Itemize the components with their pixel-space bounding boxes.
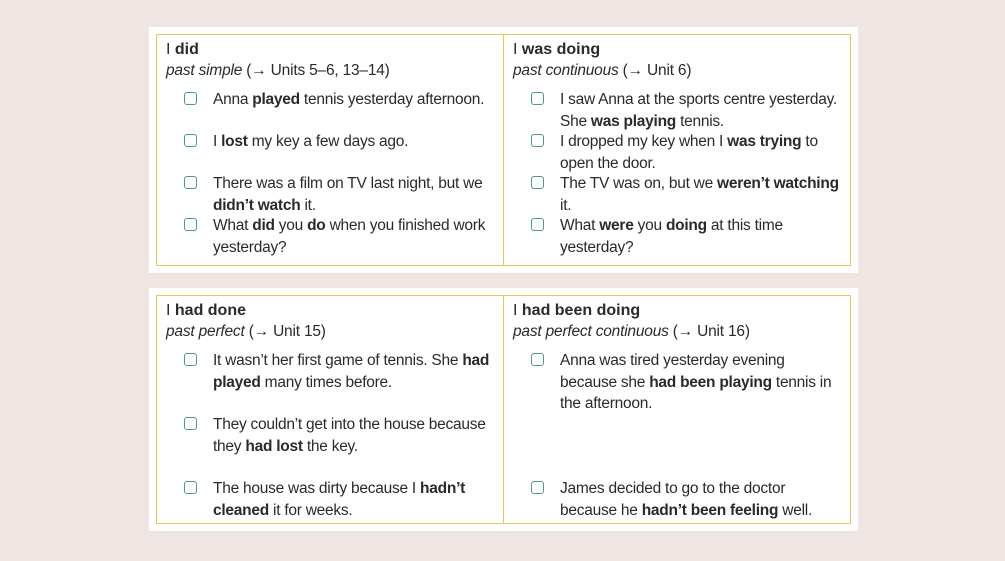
sentence-fragment: the key. [302,437,358,455]
sentence-fragment: it. [560,196,572,214]
highlighted-verb: lost [221,133,248,150]
example-text [560,91,837,130]
unit-reference: (→ Units 5–6, 13–14) [242,62,390,79]
checkbox-icon[interactable] [184,134,197,147]
highlighted-verb: had lost [245,437,303,455]
example-item [166,131,495,153]
unit-reference: (→ Unit 15) [244,323,326,340]
sentence-fragment: well. [778,501,813,519]
example-item [166,89,495,111]
title-bold: did [174,41,199,58]
panel-past-simple-continuous [149,27,858,273]
table-grid [156,295,851,524]
highlighted-verb: had been playing [649,373,772,391]
column-past-perfect [157,296,503,523]
section-title [513,39,842,60]
section-title [166,39,495,60]
example-item [166,350,495,393]
sentence-fragment: you [633,217,666,234]
example-item [166,478,495,521]
section-subtitle [513,60,842,81]
sentence-fragment: many times before. [260,373,392,391]
sentence-fragment: It wasn’t her first game of tennis. She [213,352,463,369]
example-text [213,480,465,519]
sentence-fragment: The house was dirty because I [213,480,421,497]
sentence-fragment: at this time yesterday? [560,217,783,256]
checkbox-icon[interactable] [531,218,544,231]
sentence-fragment: you [274,217,308,234]
section-title [513,300,842,321]
sentence-fragment: Anna [213,91,253,108]
title-text: I [513,41,522,58]
example-text [213,352,489,391]
example-text [213,133,408,150]
checkbox-icon[interactable] [184,218,197,231]
sentence-fragment: The TV was on, but we [560,175,718,192]
section-title [166,300,495,321]
highlighted-verb: doing [665,217,707,234]
highlighted-verb: was playing [590,112,677,130]
checkbox-icon[interactable] [184,92,197,105]
sentence-fragment: James decided to go to the doctor because he [560,480,786,519]
example-text [560,352,831,412]
example-item [166,173,495,216]
tense-name: past perfect [166,323,245,340]
example-item [513,350,842,415]
sentence-fragment: I dropped my key when I [560,133,728,150]
section-subtitle [166,321,495,342]
example-text [213,416,486,455]
checkbox-icon[interactable] [184,417,197,430]
example-text [213,91,484,108]
checkbox-icon[interactable] [531,353,544,366]
section-subtitle [166,60,495,81]
checkbox-icon[interactable] [531,176,544,189]
highlighted-verb: weren’t watching [717,175,839,192]
unit-reference: (→ Unit 6) [618,62,692,79]
checkbox-icon[interactable] [184,353,197,366]
sentence-fragment: tennis yesterday afternoon. [299,91,485,108]
highlighted-verb: played [252,91,300,108]
column-past-simple [157,35,503,265]
sentence-fragment: my key a few days ago. [247,133,409,150]
title-text: I [166,41,175,58]
example-item [513,89,842,132]
checkbox-icon[interactable] [184,481,197,494]
sentence-fragment: What [213,217,253,234]
sentence-fragment: I [213,133,222,150]
example-item [513,478,842,521]
section-subtitle [513,321,842,342]
sentence-fragment: Anna was tired yesterday evening because she [560,352,785,391]
sentence-fragment: What [560,217,600,234]
example-text [213,175,482,214]
example-item [166,414,495,457]
title-bold: was doing [521,41,601,58]
sentence-fragment: tennis. [676,112,724,130]
unit-reference: (→ Unit 16) [668,323,750,340]
highlighted-verb: didn’t watch [213,196,301,214]
title-bold: had done [174,302,246,319]
example-item [513,131,842,174]
highlighted-verb: was trying [727,133,802,150]
highlighted-verb: had played [213,352,490,391]
tense-name: past simple [166,62,243,79]
tense-name: past continuous [513,62,619,79]
sentence-fragment: it. [300,196,316,214]
checkbox-icon[interactable] [184,176,197,189]
highlighted-verb: do [307,217,326,234]
highlighted-verb: were [599,217,634,234]
title-text: I [166,302,175,319]
example-item [513,215,842,258]
example-text [560,133,818,172]
highlighted-verb: hadn’t been feeling [641,501,779,519]
checkbox-icon[interactable] [531,481,544,494]
sentence-fragment: There was a film on TV last night, but we [213,175,483,192]
checkbox-icon[interactable] [531,134,544,147]
example-item [513,173,842,216]
sentence-fragment: I saw Anna at the sports centre yesterday. She [560,91,837,130]
example-text [560,217,783,256]
sentence-fragment: it for weeks. [268,501,353,519]
sentence-fragment: They couldn’t get into the house because they [213,416,486,455]
column-past-continuous [503,35,850,265]
example-text [560,480,812,519]
highlighted-verb: hadn’t cleaned [213,480,466,519]
sentence-fragment: tennis in the afternoon. [560,373,832,412]
example-text [213,217,485,256]
table-grid [156,34,851,266]
checkbox-icon[interactable] [531,92,544,105]
column-past-perfect-continuous [503,296,850,523]
sentence-fragment: to open the door. [560,133,818,172]
highlighted-verb: did [252,217,275,234]
title-text: I [513,302,522,319]
example-item [166,215,495,258]
sentence-fragment: when you finished work yesterday? [213,217,486,256]
example-text [560,175,839,214]
panel-past-perfect [149,288,858,531]
tense-name: past perfect continuous [513,323,669,340]
title-bold: had been doing [521,302,641,319]
